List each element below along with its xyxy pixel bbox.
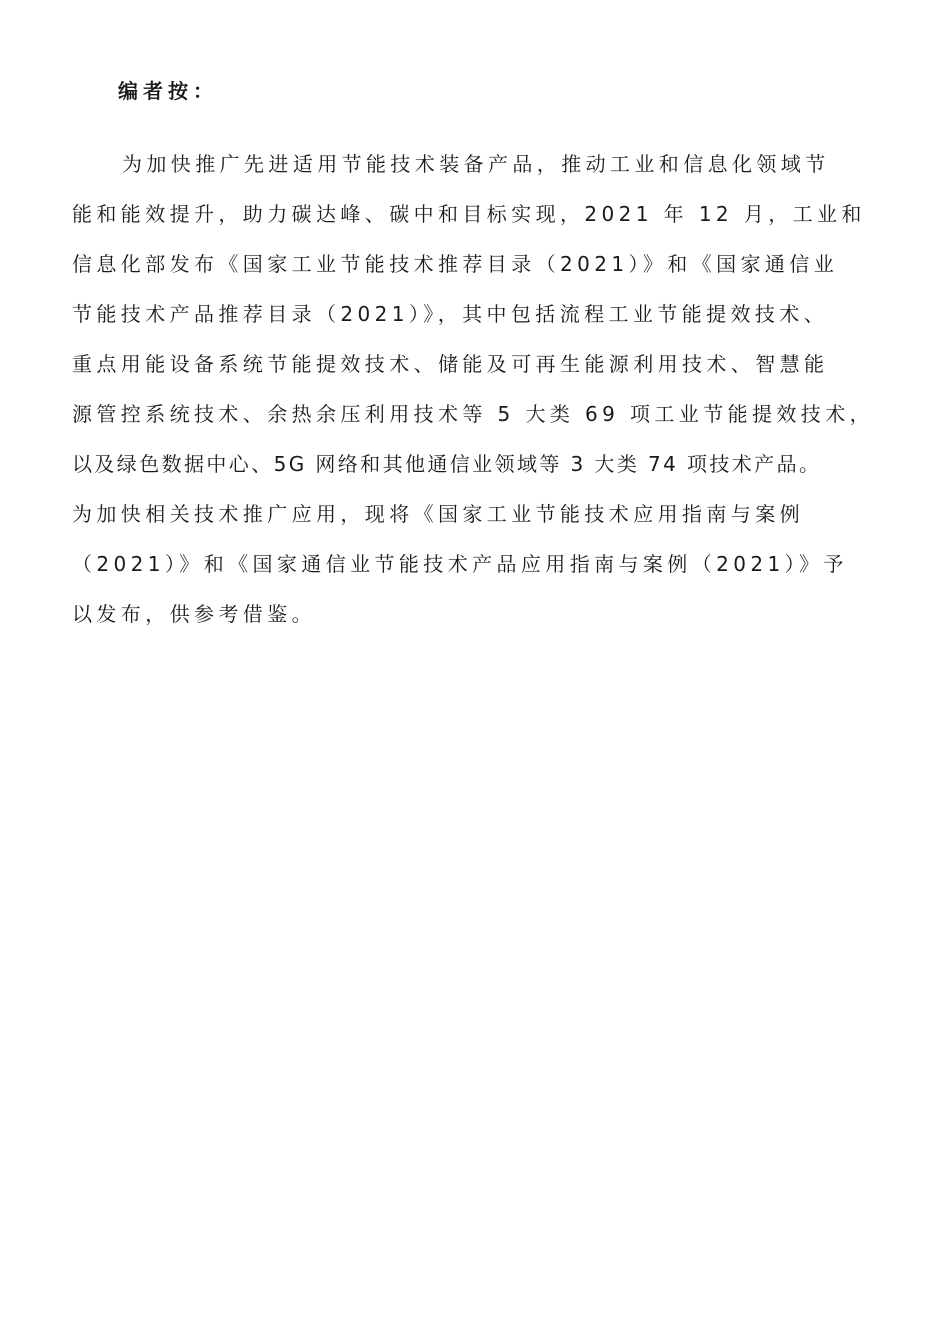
paragraph-line: 信息化部发布《国家工业节能技术推荐目录（2021）》和《国家通信业 (72, 252, 839, 276)
paragraph-line: 重点用能设备系统节能提效技术、储能及可再生能源利用技术、智慧能 (72, 352, 829, 376)
paragraph-line: 以及绿色数据中心、5G 网络和其他通信业领域等 3 大类 74 项技术产品。 (72, 452, 822, 476)
paragraph-line: （2021）》和《国家通信业节能技术产品应用指南与案例（2021）》予 (72, 552, 848, 576)
editor-note-paragraph (72, 139, 878, 639)
paragraph-line: 源管控系统技术、余热余压利用技术等 5 大类 69 项工业节能提效技术， (72, 402, 875, 426)
paragraph-line: 为加快推广先进适用节能技术装备产品，推动工业和信息化领域节 (122, 152, 830, 176)
paragraph-line: 为加快相关技术推广应用，现将《国家工业节能技术应用指南与案例 (72, 502, 804, 526)
paragraph-line: 能和能效提升，助力碳达峰、碳中和目标实现，2021 年 12 月，工业和 (72, 202, 866, 226)
paragraph-line: 以发布，供参考借鉴。 (72, 602, 316, 626)
editor-note-heading: 编者按： (118, 79, 218, 103)
paragraph-line: 节能技术产品推荐目录（2021）》，其中包括流程工业节能提效技术、 (72, 302, 829, 326)
